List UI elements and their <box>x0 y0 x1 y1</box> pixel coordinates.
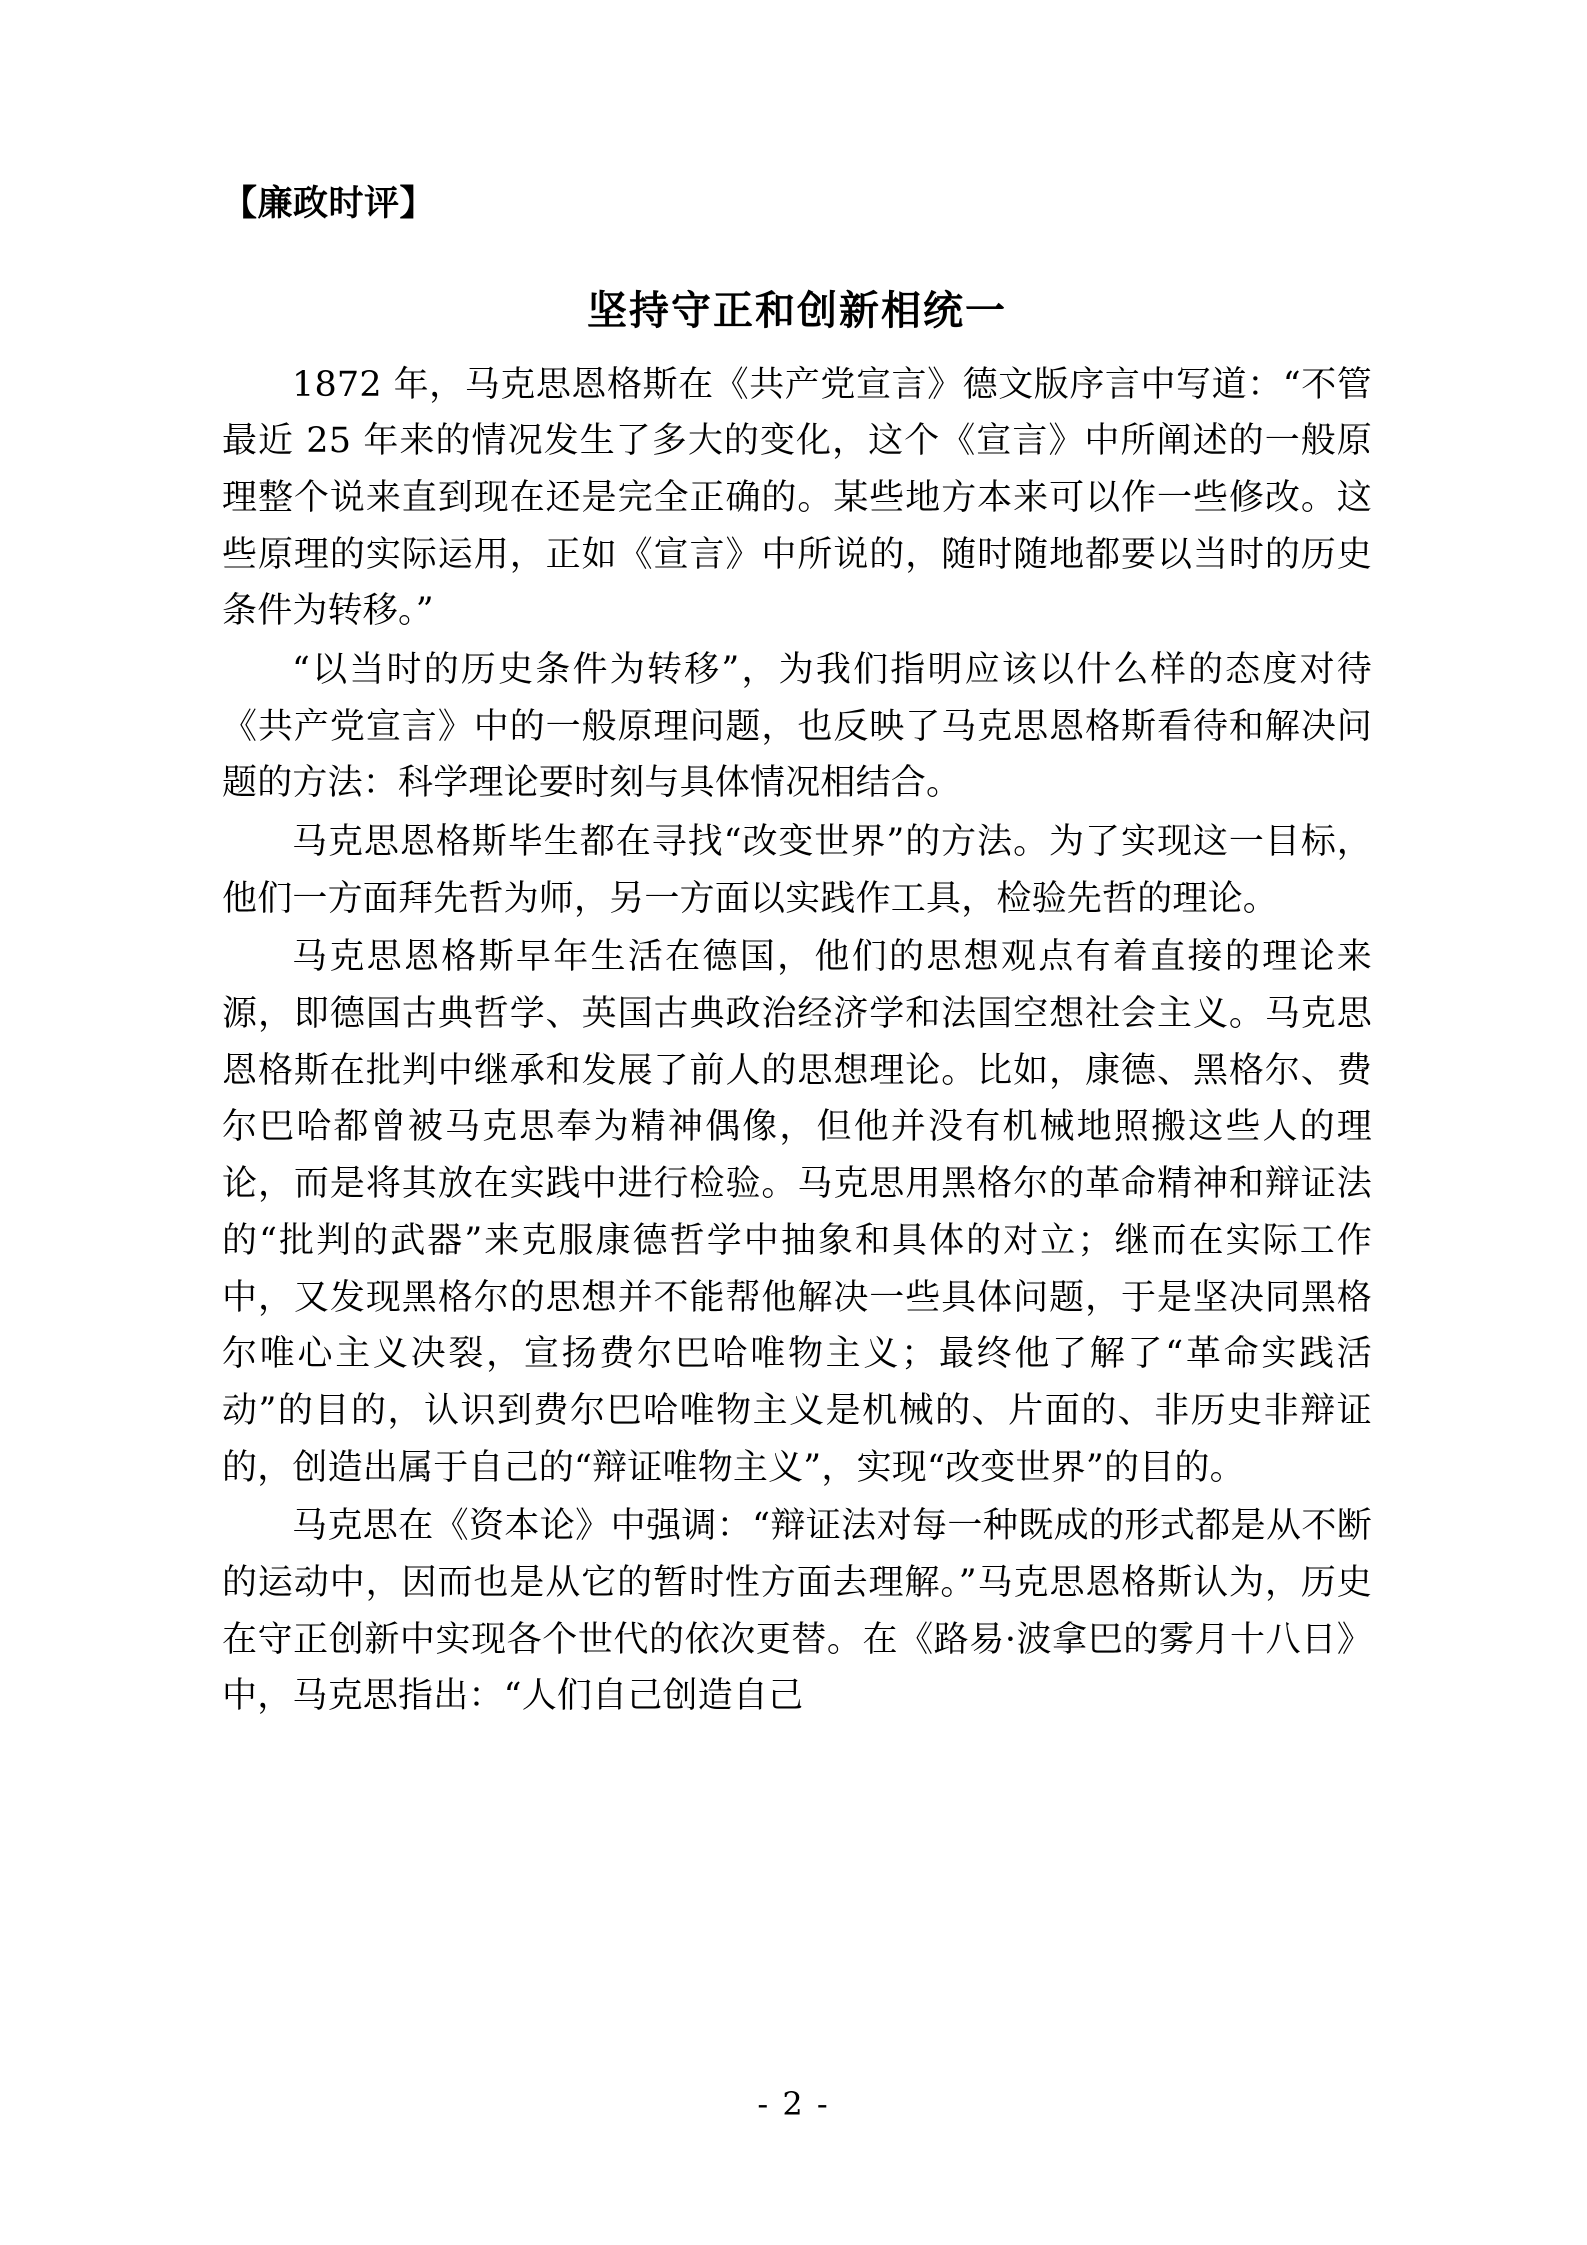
page-number: - 2 - <box>757 2085 830 2123</box>
paragraph: 马克思恩格斯毕生都在寻找“改变世界”的方法。为了实现这一目标，他们一方面拜先哲为师，另一方面以实践作工具，检验先哲的理论。 <box>222 822 1372 919</box>
page-content <box>222 178 1372 1727</box>
category-label: 【廉政时评】 <box>222 183 436 224</box>
paragraph: 1872 年，马克思恩格斯在《共产党宣言》德文版序言中写道：“不管最近 25 年来的情况发生了多大的变化，这个《宣言》中所阐述的一般原理整个说来直到现在还是完全正确的。某些地方本来可以作一些修改。这些原理的实际运用，正如《宣言》中所说的，随时随地都要以当时的历史条件为转移。” <box>222 364 1372 632</box>
paragraph: 马克思恩格斯早年生活在德国，他们的思想观点有着直接的理论来源，即德国古典哲学、英国古典政治经济学和法国空想社会主义。马克思恩格斯在批判中继承和发展了前人的思想理论。比如，康德、黑格尔、费尔巴哈都曾被马克思奉为精神偶像，但他并没有机械地照搬这些人的理论，而是将其放在实践中进行检验。马克思用黑格尔的革命精神和辩证法的“批判的武器”来克服康德哲学中抽象和具体的对立；继而在实际工作中，又发现黑格尔的思想并不能帮他解决一些具体问题，于是坚决同黑格尔唯心主义决裂，宣扬费尔巴哈唯物主义；最终他了解了“革命实践活动”的目的，认识到费尔巴哈唯物主义是机械的、片面的、非历史非辩证的，创造出属于自己的“辩证唯物主义”，实现“改变世界”的目的。 <box>222 937 1372 1488</box>
paragraph: 马克思在《资本论》中强调：“辩证法对每一种既成的形式都是从不断的运动中，因而也是从它的暂时性方面去理解。”马克思恩格斯认为，历史在守正创新中实现各个世代的依次更替。在《路易·波拿巴的雾月十八日》中，马克思指出：“人们自己创造自己 <box>222 1506 1372 1717</box>
paragraph: “以当时的历史条件为转移”，为我们指明应该以什么样的态度对待《共产党宣言》中的一般原理问题，也反映了马克思恩格斯看待和解决问题的方法：科学理论要时刻与具体情况相结合。 <box>222 649 1372 804</box>
page-title: 坚持守正和创新相统一 <box>587 286 1007 334</box>
